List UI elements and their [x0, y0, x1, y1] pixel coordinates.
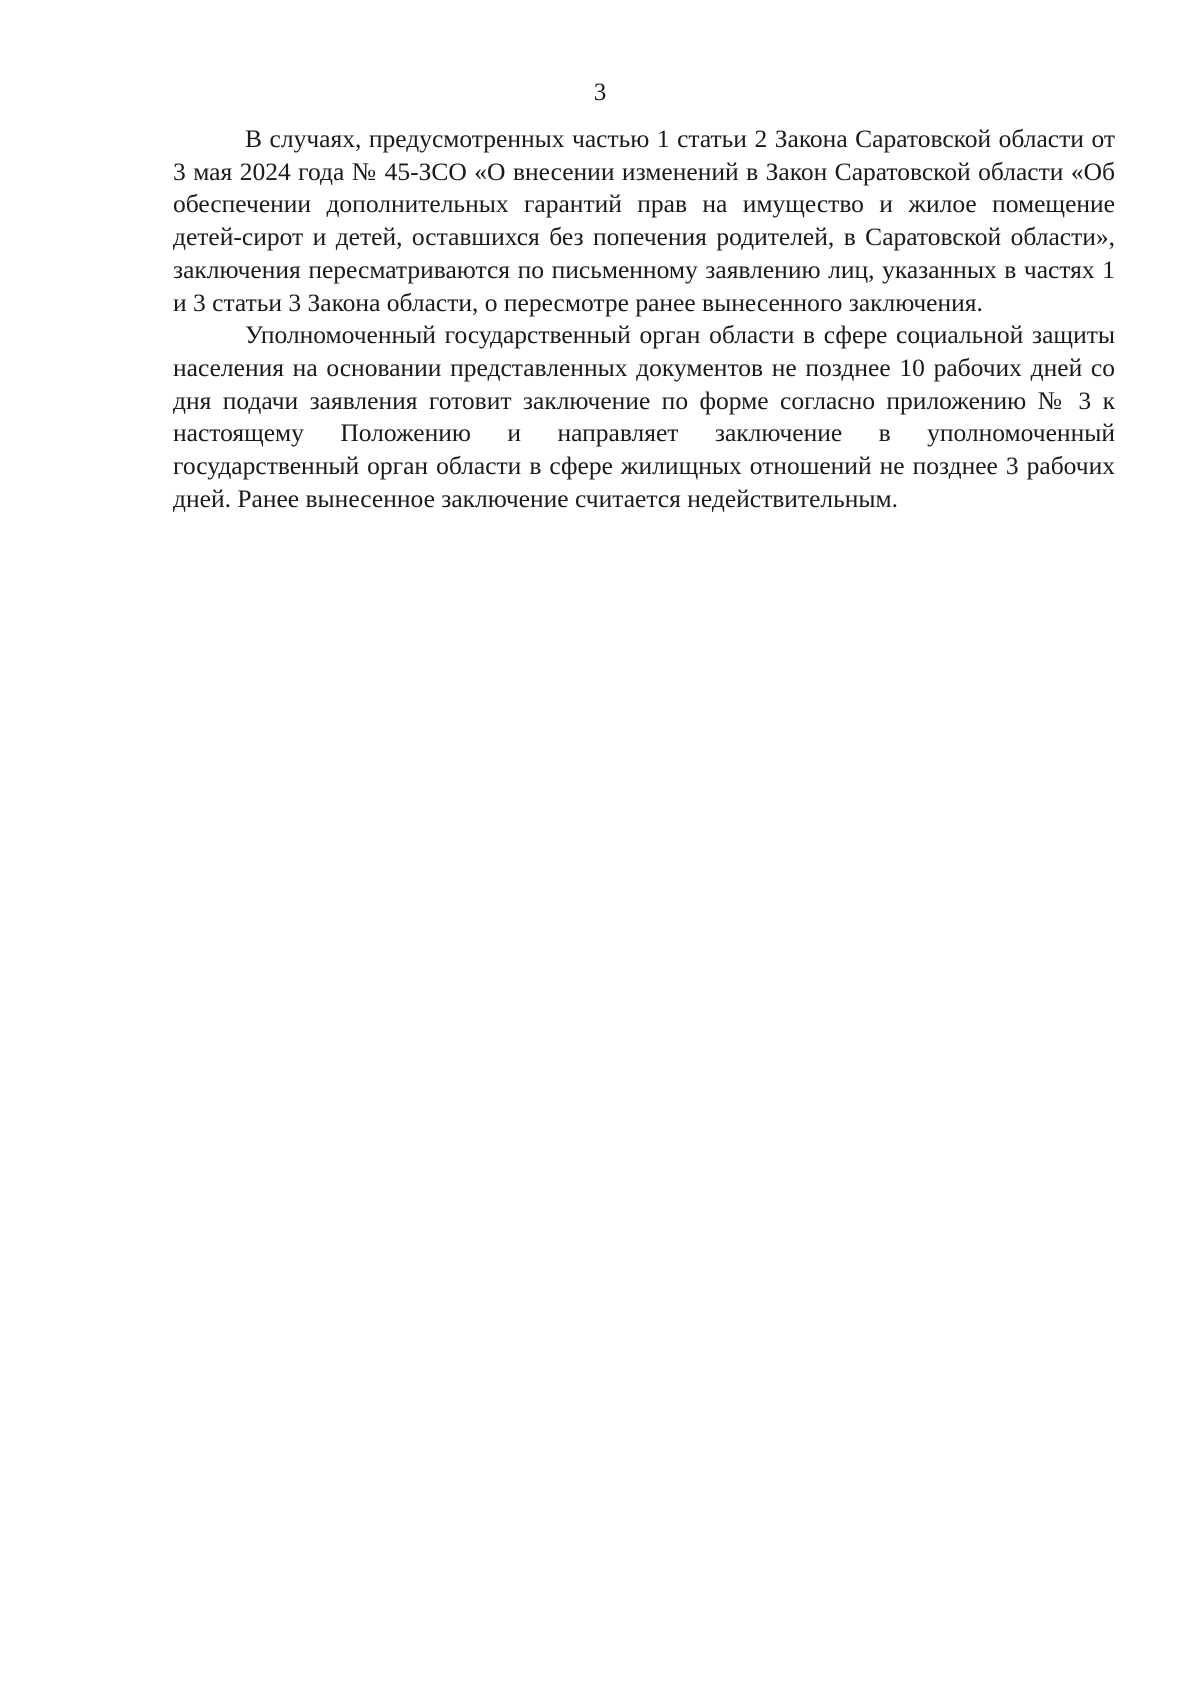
page-number: 3 [593, 79, 607, 106]
paragraph-authority-procedure: Уполномоченный государственный орган области в сфере социальной защиты населения на основании представленных документов не позднее 10 рабочих дней со дня подачи заявления готовит заключение по форме согласно приложению № 3 к настоящему Положению и направляет заключение в уполномоченный государственный орган области в сфере жилищных отношений не позднее 3 рабочих дней. Ранее вынесенное заключение считается недействительным. [173, 320, 1115, 513]
paragraph-review-of-conclusions: В случаях, предусмотренных частью 1 статьи 2 Закона Саратовской области от 3 мая 2024 года № 45-ЗСО «О внесении изменений в Закон Саратовской области «Об обеспечении дополнительных гарантий прав на имущество и жилое помещение детей-сирот и детей, оставшихся без попечения родителей, в Саратовской области», заключения пересматриваются по письменному заявлению лиц, указанных в частях 1 и 3 статьи 3 Закона области, о пересмотре ранее вынесенного заключения. [173, 124, 1115, 317]
document-body [173, 123, 1115, 515]
